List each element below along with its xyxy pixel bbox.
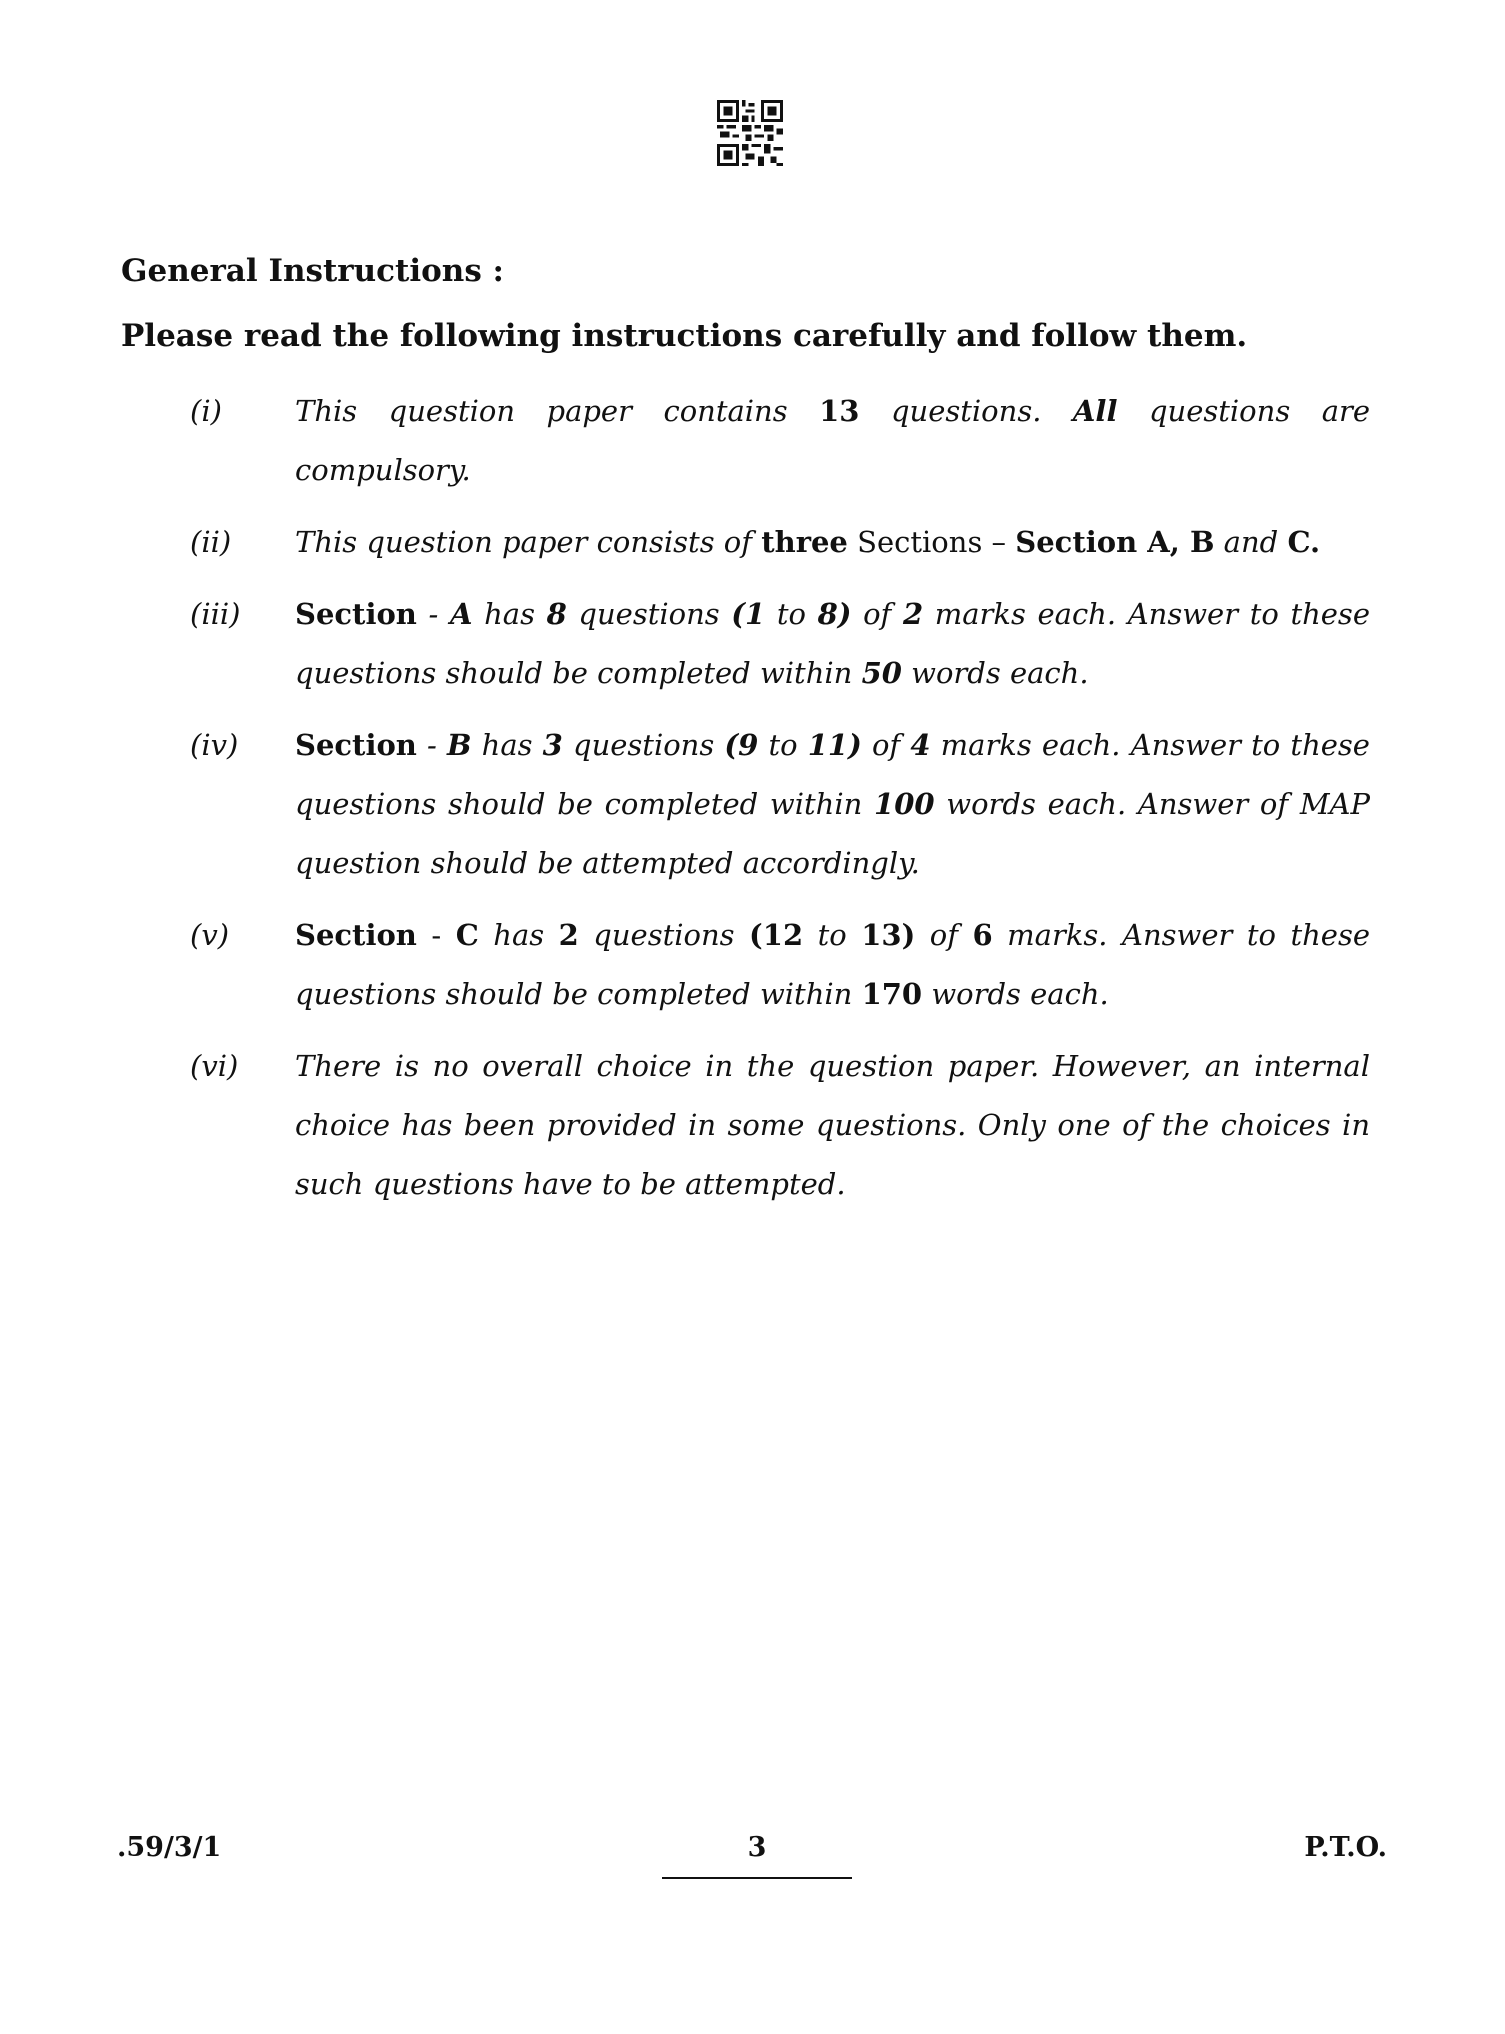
instructions-subheading: Please read the following instructions carefully and follow them. (121, 318, 1248, 354)
instruction-text: words each. (922, 977, 1109, 1011)
instruction-text: marks each. Answer to these questions should be completed within (295, 597, 1370, 690)
instruction-bold: A (449, 597, 473, 631)
instruction-bold: 2 (558, 918, 579, 952)
instruction-bold: Section (295, 728, 417, 762)
instruction-bold: 8) (817, 597, 852, 631)
instruction-bold: Section (295, 597, 417, 631)
instruction-number: (v) (190, 918, 230, 952)
pto-label: P.T.O. (1304, 1832, 1387, 1863)
instruction-number: (i) (190, 394, 222, 428)
instruction-text: to (803, 918, 862, 952)
instruction-number: (iv) (190, 728, 239, 762)
instruction-bold: 8 (546, 597, 567, 631)
instruction-bold: 4 (910, 728, 931, 762)
instruction-text: has (471, 728, 543, 762)
instruction-text: of (861, 728, 911, 762)
instruction-text: has (472, 597, 547, 631)
instruction-text: has (478, 918, 559, 952)
instruction-text: questions (566, 597, 732, 631)
instruction-text: marks. Answer to these questions should be completed within (295, 918, 1370, 1011)
instruction-number: (iii) (190, 597, 241, 631)
instruction-text: questions. (859, 394, 1073, 428)
instruction-bold: Section (295, 918, 417, 952)
instruction-bold: 100 (874, 787, 935, 821)
instruction-item (190, 716, 1370, 893)
instruction-text: words each. Answer of MAP question should be attempted accordingly. (295, 787, 1370, 880)
instruction-item (190, 1037, 1370, 1214)
instruction-bold: 170 (861, 977, 923, 1011)
instruction-text: questions (562, 728, 725, 762)
instruction-bold: C (455, 918, 479, 952)
instruction-number: (ii) (190, 525, 232, 559)
paper-code: .59/3/1 (117, 1832, 222, 1863)
instruction-item (190, 382, 1370, 500)
instruction-text: - (416, 918, 456, 952)
instruction-bold: three (761, 525, 848, 559)
instruction-text: of (851, 597, 903, 631)
page-number: 3 (662, 1832, 852, 1879)
instruction-text: - (416, 728, 447, 762)
instructions-heading: General Instructions : (121, 253, 505, 289)
instruction-bold: 2 (902, 597, 924, 631)
instruction-text: There is no overall choice in the question paper. However, an internal choice has been provided in some questions. Only one of the choices in such questions have to be attempted. (295, 1049, 1370, 1201)
instruction-item (190, 906, 1370, 1024)
instruction-item (190, 513, 1370, 572)
instruction-bold: 13) (861, 918, 916, 952)
instruction-bold: 3 (542, 728, 563, 762)
instruction-bold: 50 (861, 656, 902, 690)
instruction-bold: 13 (819, 394, 860, 428)
instruction-bold: B (447, 728, 472, 762)
instruction-item (190, 585, 1370, 703)
instruction-bold: 6 (972, 918, 993, 952)
instruction-text: marks each. Answer to these questions should be completed within (295, 728, 1370, 821)
instruction-text: This question paper contains (295, 394, 820, 428)
instruction-text: - (416, 597, 450, 631)
instruction-text: words each. (901, 656, 1089, 690)
instructions-list (190, 382, 1370, 1227)
instruction-text: to (758, 728, 808, 762)
instruction-text: to (765, 597, 818, 631)
instruction-bold: (12 (749, 918, 804, 952)
instruction-bold: C. (1287, 525, 1321, 559)
instruction-bold: Section A, B (1015, 525, 1215, 559)
instruction-text: and (1214, 525, 1288, 559)
instruction-text: This question paper consists of (295, 525, 762, 559)
instruction-number: (vi) (190, 1049, 239, 1083)
instruction-bold: (1 (731, 597, 766, 631)
instruction-text: Sections – (847, 525, 1016, 559)
instruction-text: questions (578, 918, 750, 952)
instruction-bold: (9 (724, 728, 759, 762)
instruction-bold: 11) (807, 728, 862, 762)
instruction-bold: All (1072, 394, 1118, 428)
instruction-text: of (915, 918, 973, 952)
qr-code-icon (717, 100, 783, 166)
instruction-text: questions are compulsory. (295, 394, 1371, 487)
